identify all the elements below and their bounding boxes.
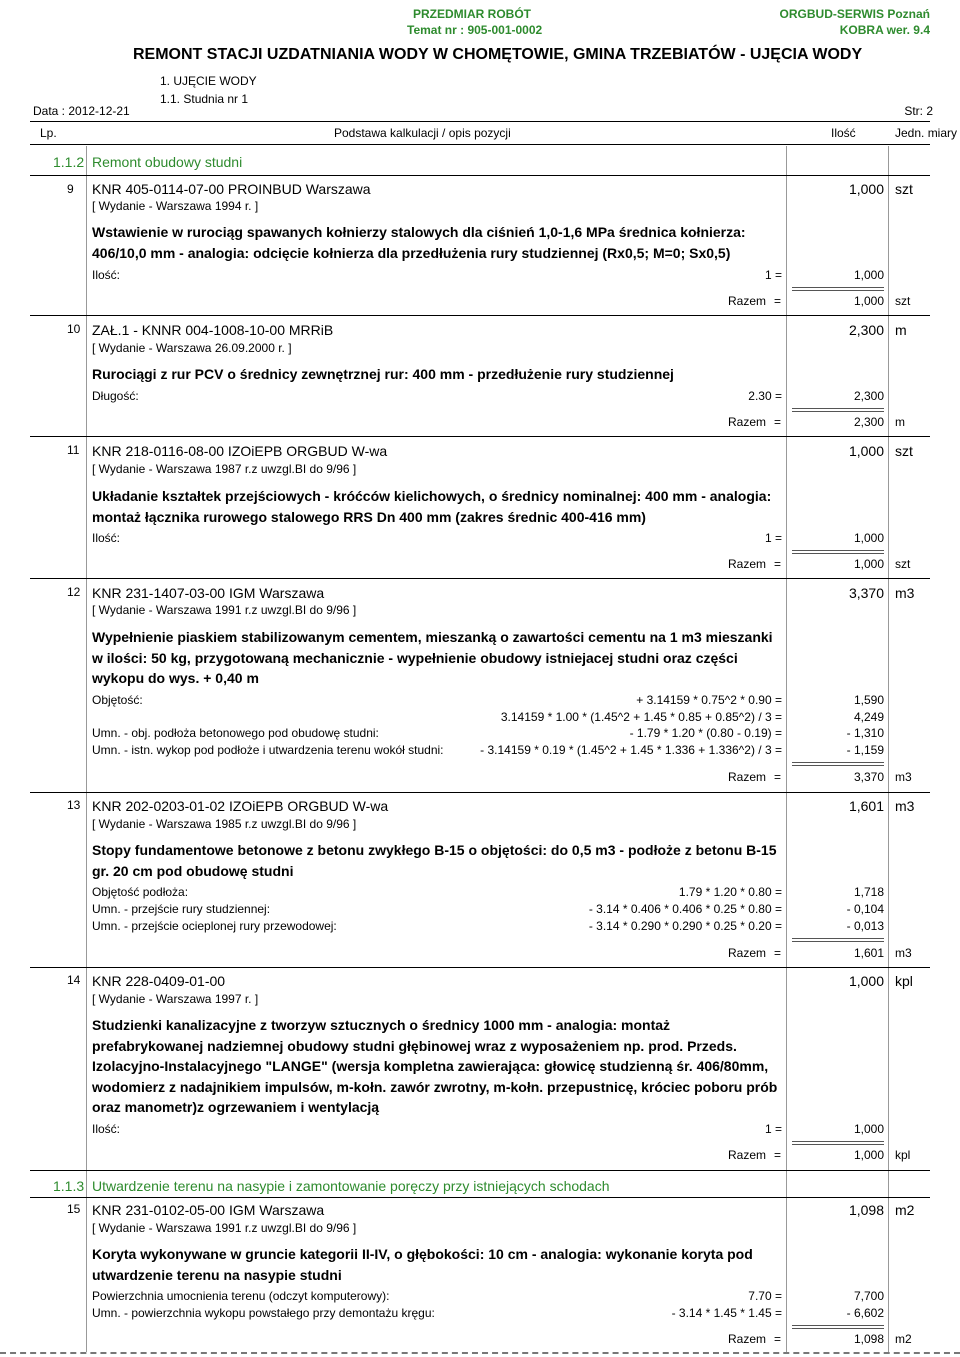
hierarchy-level-2: 1.1. Studnia nr 1 — [160, 92, 249, 106]
item-separator — [30, 1170, 930, 1171]
item-separator — [30, 578, 930, 579]
item-description: Wypełnienie piaskiem stabilizowanym cementem, mieszanką o zawartości cementu na 1 m3 mieszanki w ilości: 50 kg, przygotowaną mechanicznie - wypełnienie obudowy istniejacej studni oraz części wykopu do wys. + 0,40 m — [92, 629, 773, 687]
item-lp: 14 — [67, 973, 81, 987]
section-rule — [30, 175, 930, 176]
calc-formula: - 3.14 * 0.290 * 0.290 * 0.25 * 0.20 = — [588, 919, 782, 933]
calc-value: - 0,013 — [846, 919, 884, 933]
calc-value: 1,590 — [853, 693, 884, 707]
item-lp: 9 — [67, 182, 74, 196]
item-basis: KNR 218-0116-08-00 IZOiEPB ORGBUD W-wa — [92, 443, 388, 459]
doc-type-title: PRZEDMIAR ROBÓT — [413, 7, 531, 21]
calc-label: Powierzchnia umocnienia terenu (odczyt komputerowy): — [92, 1289, 390, 1303]
sum-rule — [792, 762, 884, 766]
razem-label: Razem — [728, 1332, 767, 1346]
item-lp: 12 — [67, 585, 81, 599]
razem-unit: szt — [895, 557, 911, 571]
calc-label: Umn. - przejście rury studziennej: — [92, 902, 271, 916]
item-unit: m — [895, 322, 907, 338]
section-number: 1.1.3 — [53, 1178, 85, 1194]
calc-label: Objętość podłoża: — [92, 885, 189, 899]
calc-formula: 3.14159 * 1.00 * (1.45^2 + 1.45 * 0.85 + 0.85^2) / 3 = — [500, 710, 782, 724]
razem-label: Razem — [728, 1148, 767, 1162]
razem-eq: = — [774, 415, 782, 429]
col-basis: Podstawa kalkulacji / opis pozycji — [334, 126, 511, 140]
razem-value: 1,601 — [853, 946, 884, 960]
calc-value: 1,718 — [853, 885, 884, 899]
item-edition: [ Wydanie - Warszawa 1991 r.z uwzgl.BI do 9/96 ] — [92, 603, 357, 617]
item-unit: szt — [895, 443, 913, 459]
item-unit: m3 — [895, 798, 915, 814]
item-edition: [ Wydanie - Warszawa 1994 r. ] — [92, 199, 259, 213]
razem-value: 1,000 — [853, 294, 884, 308]
razem-value: 1,098 — [853, 1332, 884, 1346]
calc-value: - 1,310 — [846, 726, 884, 740]
sum-rule — [792, 408, 884, 412]
razem-label: Razem — [728, 946, 767, 960]
calc-label: Umn. - powierzchnia wykopu powstałego przy demontażu kręgu: — [92, 1306, 435, 1320]
calc-label: Umn. - przejście ocieplonej rury przewodowej: — [92, 919, 337, 933]
item-unit: m2 — [895, 1202, 915, 1218]
item-lp: 13 — [67, 798, 81, 812]
calc-value: - 6,602 — [846, 1306, 884, 1320]
item-unit: kpl — [895, 973, 913, 989]
item-basis: KNR 231-0102-05-00 IGM Warszawa — [92, 1202, 325, 1218]
section-rule — [30, 1197, 930, 1198]
sum-rule — [792, 550, 884, 554]
calc-formula: 2.30 = — [748, 389, 782, 403]
calc-label: Umn. - obj. podłoża betonowego pod obudowę studni: — [92, 726, 379, 740]
item-description: Układanie kształtek przejściowych - króćców kielichowych, o średnicy nominalnej: 400 mm - analogia: montaż łącznika rurowego stalowego RRS Dn 400 mm (zakres średnic 400-416 mm) — [92, 488, 772, 525]
calc-value: 1,000 — [853, 531, 884, 545]
razem-value: 1,000 — [853, 1148, 884, 1162]
item-lp: 11 — [67, 443, 80, 457]
col-sep-qty — [888, 146, 889, 1352]
item-description: Stopy fundamentowe betonowe z betonu zwykłego B-15 o objętości: do 0,5 m3 - podłoże z betonu B-15 gr. 20 cm pod obudowę studni — [92, 842, 777, 879]
item-qty: 1,000 — [848, 973, 884, 989]
item-separator — [30, 967, 930, 968]
calc-label: Długość: — [92, 389, 139, 403]
item-edition: [ Wydanie - Warszawa 1987 r.z uwzgl.BI do 9/96 ] — [92, 462, 357, 476]
calc-label: Umn. - istn. wykop pod podłoże i utwardzenia terenu wokół studni: — [92, 743, 444, 757]
razem-value: 2,300 — [853, 415, 884, 429]
razem-value: 3,370 — [853, 770, 884, 784]
razem-eq: = — [774, 946, 782, 960]
calc-label: Ilość: — [92, 531, 121, 545]
sum-rule — [792, 938, 884, 942]
item-edition: [ Wydanie - Warszawa 1991 r.z uwzgl.BI do 9/96 ] — [92, 1221, 357, 1235]
calc-value: 1,000 — [853, 268, 884, 282]
razem-label: Razem — [728, 557, 767, 571]
razem-eq: = — [774, 1148, 782, 1162]
item-qty: 1,601 — [848, 798, 884, 814]
calc-formula: - 3.14 * 1.45 * 1.45 = — [671, 1306, 782, 1320]
item-lp: 15 — [67, 1202, 81, 1216]
razem-value: 1,000 — [853, 557, 884, 571]
section-number: 1.1.2 — [53, 154, 85, 170]
item-basis: KNR 231-1407-03-00 IGM Warszawa — [92, 585, 325, 601]
razem-eq: = — [774, 294, 782, 308]
razem-label: Razem — [728, 770, 767, 784]
razem-eq: = — [774, 1332, 782, 1346]
page-number: Str: 2 — [904, 104, 933, 118]
razem-eq: = — [774, 557, 782, 571]
calc-label: Ilość: — [92, 268, 121, 282]
item-separator — [30, 792, 930, 793]
item-qty: 1,098 — [848, 1202, 884, 1218]
col-unit: Jedn. miary — [895, 126, 958, 140]
calc-formula: - 3.14 * 0.406 * 0.406 * 0.25 * 0.80 = — [588, 902, 782, 916]
item-edition: [ Wydanie - Warszawa 1997 r. ] — [92, 992, 259, 1006]
calc-value: 1,000 — [853, 1122, 884, 1136]
sum-rule — [792, 1325, 884, 1329]
col-sep-basis — [786, 146, 787, 1352]
item-edition: [ Wydanie - Warszawa 26.09.2000 r. ] — [92, 341, 292, 355]
col-lp: Lp. — [40, 126, 57, 140]
item-qty: 1,000 — [848, 443, 884, 459]
item-qty: 3,370 — [848, 585, 884, 601]
razem-label: Razem — [728, 415, 767, 429]
topic-number: Temat nr : 905-001-0002 — [407, 23, 543, 37]
razem-unit: m3 — [895, 770, 912, 784]
razem-unit: kpl — [895, 1148, 911, 1162]
razem-label: Razem — [728, 294, 767, 308]
razem-unit: m2 — [895, 1332, 912, 1346]
razem-unit: szt — [895, 294, 911, 308]
item-description: Wstawienie w rurociąg spawanych kołnierzy stalowych dla ciśnień 1,0-1,6 MPa średnica kołnierza: 406/10,0 mm - analogia: odcięcie kołnierza dla przedłużenia rury studziennej (Rx0,5; M=0; Sx0,5) — [92, 224, 746, 261]
section-title: Utwardzenie terenu na nasypie i zamontowanie poręczy przy istniejących schodach — [92, 1178, 610, 1194]
item-lp: 10 — [67, 322, 81, 336]
item-separator — [30, 436, 930, 437]
page-cut-line — [0, 1352, 960, 1354]
item-basis: ZAŁ.1 - KNNR 004-1008-10-00 MRRiB — [92, 322, 334, 338]
calc-formula: 1 = — [764, 268, 782, 282]
calc-formula: 1 = — [764, 1122, 782, 1136]
item-description: Studzienki kanalizacyjne z tworzyw sztucznych o średnicy 1000 mm - analogia: montaż prefabrykowanej nadziemnej obudowy studni głębinowej wraz z wyposażeniem np. prod. Przeds. Izolacyjno-Instalacyjnego "LANGE" (wersja kompletna zawierająca: głowicę studzienną śr. 406/80mm, wodomierz z nadajnikiem impulsów, m-kołn. zawór zwrotny, m-kołn. przepustnicę, króciec poboru prób oraz manometr)z ogrzewaniem i wentylacją — [92, 1017, 778, 1116]
project-title: REMONT STACJI UZDATNIANIA WODY W CHOMĘTOWIE, GMINA TRZEBIATÓW - UJĘCIA WODY — [133, 46, 863, 63]
razem-unit: m3 — [895, 946, 912, 960]
sum-rule — [792, 1141, 884, 1145]
calc-label: Objętość: — [92, 693, 143, 707]
sum-rule — [792, 287, 884, 291]
software-version: KOBRA wer. 9.4 — [839, 23, 930, 37]
razem-eq: = — [774, 770, 782, 784]
col-sep-lp — [86, 146, 87, 1352]
item-description: Rurociągi z rur PCV o średnicy zewnętrznej rur: 400 mm - przedłużenie rury studziennej — [92, 366, 674, 382]
item-edition: [ Wydanie - Warszawa 1985 r.z uwzgl.BI do 9/96 ] — [92, 817, 357, 831]
item-basis: KNR 228-0409-01-00 — [92, 973, 226, 989]
item-unit: szt — [895, 181, 913, 197]
calc-formula: - 1.79 * 1.20 * (0.80 - 0.19) = — [629, 726, 782, 740]
item-qty: 1,000 — [848, 181, 884, 197]
calc-value: 2,300 — [853, 389, 884, 403]
item-qty: 2,300 — [848, 322, 884, 338]
item-description: Koryta wykonywane w gruncie kategorii II-IV, o głębokości: 10 cm - analogia: wykonanie koryta pod utwardzenie terenu na nasypie studni — [92, 1246, 753, 1283]
calc-value: - 1,159 — [846, 743, 884, 757]
item-basis: KNR 405-0114-07-00 PROINBUD Warszawa — [92, 181, 371, 197]
calc-value: 7,700 — [853, 1289, 884, 1303]
calc-formula: 1 = — [764, 531, 782, 545]
calc-formula: - 3.14159 * 0.19 * (1.45^2 + 1.45 * 1.336 + 1.336^2) / 3 = — [480, 743, 782, 757]
header-rule-top — [30, 121, 930, 122]
col-qty: Ilość — [831, 126, 856, 140]
item-separator — [30, 315, 930, 316]
section-title: Remont obudowy studni — [92, 154, 243, 170]
calc-value: - 0,104 — [846, 902, 884, 916]
item-basis: KNR 202-0203-01-02 IZOiEPB ORGBUD W-wa — [92, 798, 389, 814]
calc-formula: 1.79 * 1.20 * 0.80 = — [678, 885, 782, 899]
document-date: Data : 2012-12-21 — [33, 104, 130, 118]
calc-formula: + 3.14159 * 0.75^2 * 0.90 = — [636, 693, 782, 707]
item-unit: m3 — [895, 585, 915, 601]
company-name: ORGBUD-SERWIS Poznań — [779, 7, 930, 21]
header-rule-bottom — [30, 144, 930, 145]
calc-value: 4,249 — [853, 710, 884, 724]
hierarchy-level-1: 1. UJĘCIE WODY — [160, 74, 257, 88]
razem-unit: m — [895, 415, 905, 429]
calc-label: Ilość: — [92, 1122, 121, 1136]
calc-formula: 7.70 = — [748, 1289, 782, 1303]
